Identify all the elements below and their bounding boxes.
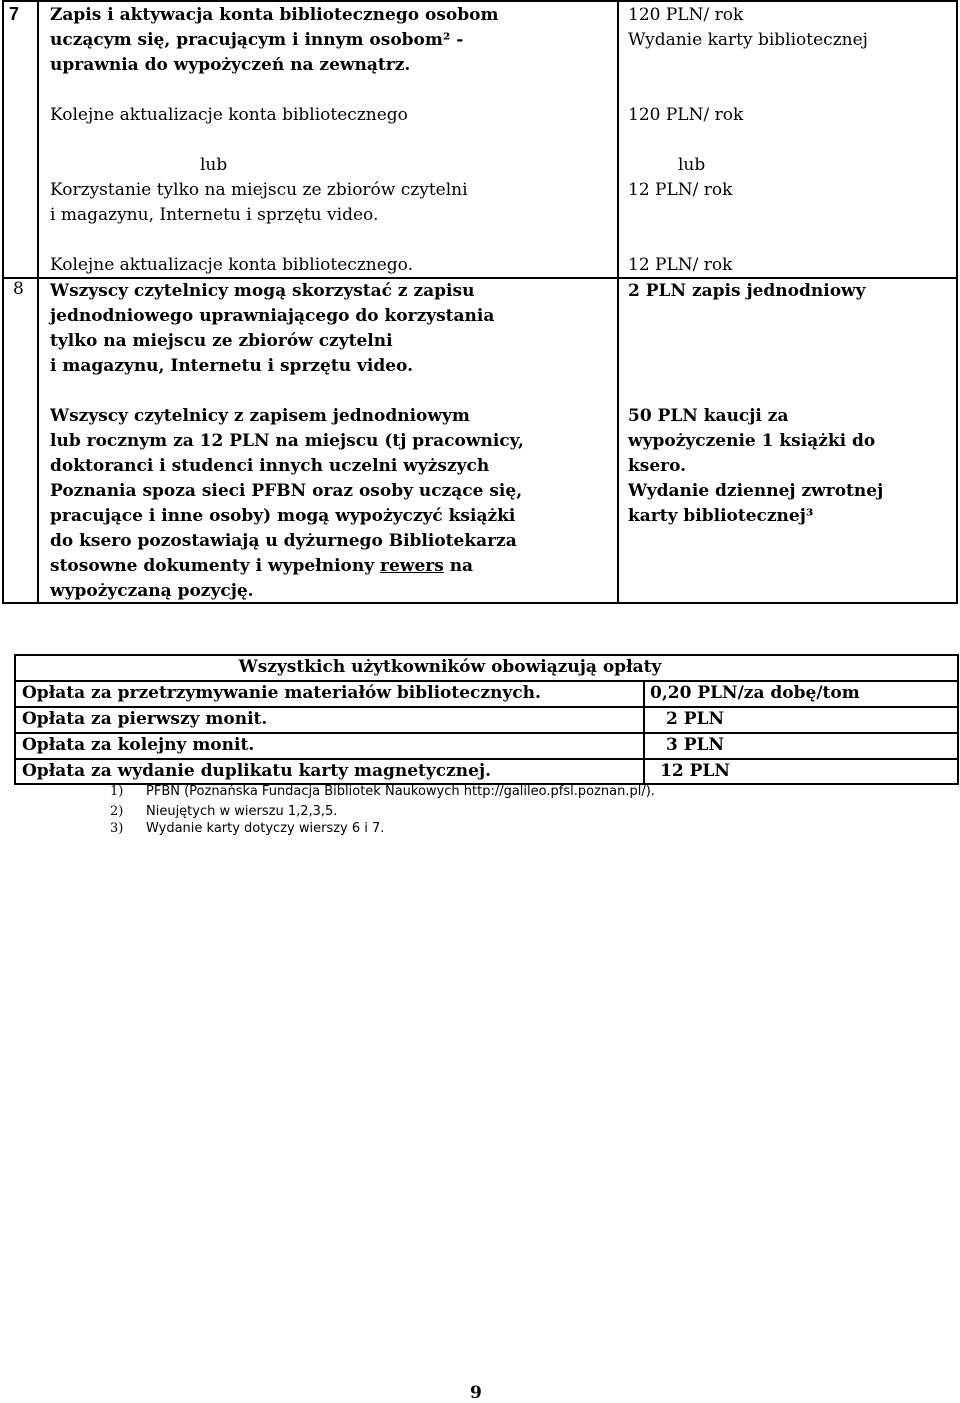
footnote-text: Wydanie karty dotyczy wierszy 6 i 7. [146,821,385,836]
rewers-term: rewers [380,556,444,576]
row-fee-line: Wydanie dziennej zwrotnej [628,481,884,501]
row-description-line: pracujące i inne osoby) mogą wypożyczyć książki [50,506,516,526]
fees-table-title: Wszystkich użytkowników obowiązują opłaty [238,657,662,677]
row-fee-line: 2 PLN zapis jednodniowy [628,281,866,301]
fee-label: Opłata za kolejny monit. [22,735,255,755]
row-description-line: uczącym się, pracującym i innym osobom² - [50,30,464,50]
row-fee-line: Wydanie karty bibliotecznej [628,30,868,50]
fee-amount: 3 PLN [665,735,725,755]
row-number: 7 [9,4,20,24]
fee-label: Opłata za pierwszy monit. [22,709,268,729]
row-description-line: Wszyscy czytelnicy mogą skorzystać z zapisu [50,281,475,301]
row-fee-line: wypożyczenie 1 książki do [628,431,876,451]
row-description-line: lub rocznym za 12 PLN na miejscu (tj pracownicy, [50,431,524,451]
row-description-line: jednodniowego uprawniającego do korzystania [50,306,495,326]
footnote [110,783,655,800]
footnote-text: Nieujętych w wierszu 1,2,3,5. [146,804,338,819]
row-description-text: na [443,556,474,576]
row-description-line: do ksero pozostawiają u dyżurnego Bibliotekarza [50,531,517,551]
row-description-line: tylko na miejscu ze zbiorów czytelni [50,331,393,351]
row-description-line: lub [200,155,228,175]
footnote [110,803,337,820]
row-description-line: Korzystanie tylko na miejscu ze zbiorów czytelni [50,180,468,200]
row-description-line: doktoranci i studenci innych uczelni wyższych [50,456,490,476]
row-description-line: Zapis i aktywacja konta bibliotecznego osobom [50,5,499,25]
row-description-line [50,554,473,579]
fee-label: Opłata za wydanie duplikatu karty magnetycznej. [22,761,492,781]
row-description-line: Poznania spoza sieci PFBN oraz osoby uczące się, [50,481,523,501]
row-fee-line: 12 PLN/ rok [628,180,733,200]
row-description-line: Kolejne aktualizacje konta bibliotecznego [50,105,408,125]
fee-label: Opłata za przetrzymywanie materiałów bibliotecznych. [22,683,541,703]
row-description-line: Kolejne aktualizacje konta bibliotecznego. [50,255,414,275]
footnote-text: PFBN (Poznańska Fundacja Bibliotek Naukowych http://galileo.pfsl.poznan.pl/). [146,784,655,799]
row-fee-line: 120 PLN/ rok [628,105,744,125]
footnote-number: 2) [110,804,124,819]
fee-amount: 2 PLN [665,709,725,729]
row-number: 8 [13,279,24,299]
row-fee-line: ksero. [628,456,687,476]
row-description-line: wypożyczaną pozycję. [50,581,254,601]
row-description-line: i magazynu, Internetu i sprzętu video. [50,356,414,376]
row-description-line: i magazynu, Internetu i sprzętu video. [50,205,379,225]
row-fee-line: 12 PLN/ rok [628,255,733,275]
row-description-line: uprawnia do wypożyczeń na zewnątrz. [50,55,411,75]
row-fee-line: karty bibliotecznej³ [628,506,814,526]
page-number: 9 [470,1383,482,1403]
footnote [110,820,384,837]
fee-amount: 12 PLN [660,761,730,781]
row-description-text: stosowne dokumenty i wypełniony [50,556,381,576]
fee-amount: 0,20 PLN/za dobę/tom [650,683,860,703]
footnote-number: 1) [110,784,124,799]
row-fee-line: lub [678,155,706,175]
row-fee-line: 50 PLN kaucji za [628,406,789,426]
row-fee-line: 120 PLN/ rok [628,5,744,25]
footnote-number: 3) [110,821,124,836]
row-description-line: Wszyscy czytelnicy z zapisem jednodniowym [50,406,470,426]
